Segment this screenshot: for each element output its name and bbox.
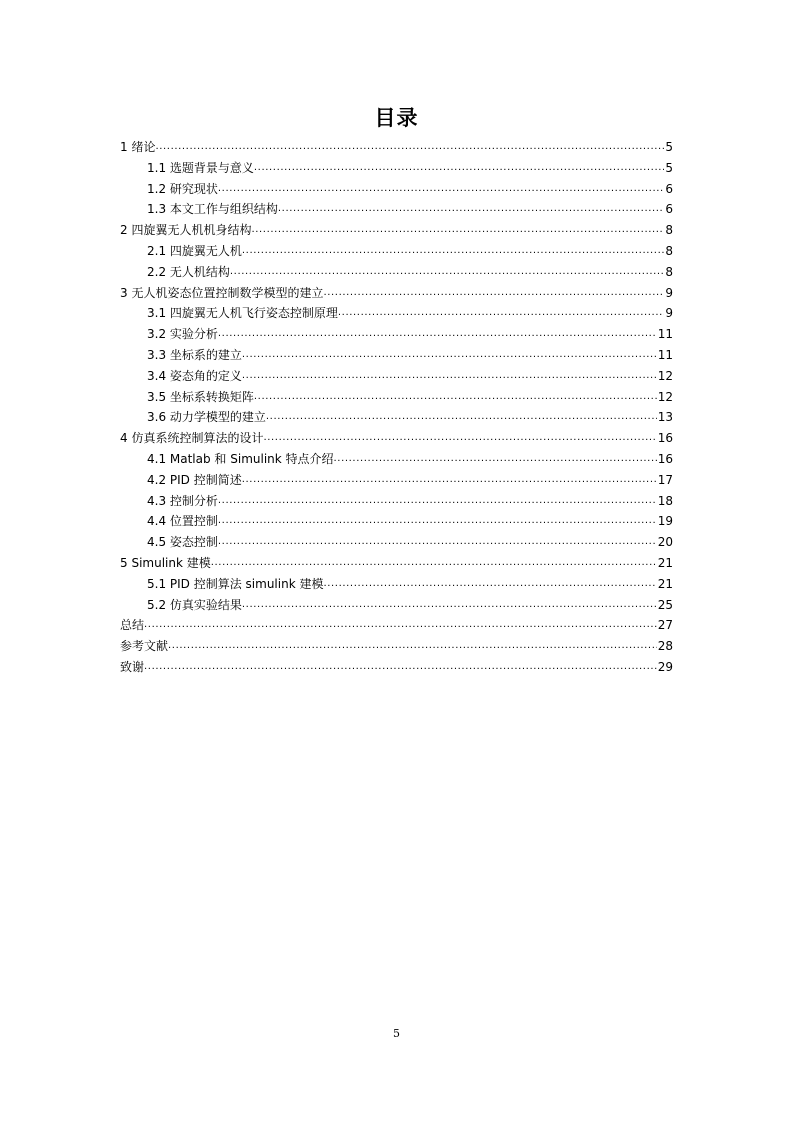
dot-leader <box>323 283 664 304</box>
toc-entry-title: 3 无人机姿态位置控制数学模型的建立 <box>120 285 324 300</box>
toc-entry-title: 4.4 位置控制 <box>147 514 218 529</box>
toc-entry[interactable] <box>120 220 673 241</box>
toc-entry-page-number: 17 <box>657 472 673 487</box>
toc-entry[interactable] <box>120 241 673 262</box>
toc-entry[interactable] <box>120 303 673 324</box>
dot-leader <box>168 636 657 657</box>
toc-entry-title: 4.1 Matlab 和 Simulink 特点介绍 <box>147 451 334 466</box>
toc-entry-title: 5.2 仿真实验结果 <box>147 597 242 612</box>
toc-entry-title: 1.1 选题背景与意义 <box>147 160 254 175</box>
toc-entry-title: 3.4 姿态角的定义 <box>147 368 242 383</box>
toc-entry-page-number: 11 <box>657 327 673 342</box>
toc-entry[interactable] <box>120 491 673 512</box>
toc-entry-title: 4 仿真系统控制算法的设计 <box>120 431 264 446</box>
toc-entry[interactable] <box>120 511 673 532</box>
dot-leader <box>218 324 657 345</box>
dot-leader <box>230 262 664 283</box>
toc-entry[interactable] <box>120 324 673 345</box>
toc-entry[interactable] <box>120 387 673 408</box>
toc-entry[interactable] <box>120 407 673 428</box>
dot-leader <box>338 303 664 324</box>
toc-entry[interactable] <box>120 636 673 657</box>
toc-entry-page-number: 29 <box>657 659 673 674</box>
toc-entry-title: 3.3 坐标系的建立 <box>147 347 242 362</box>
toc-entry-page-number: 9 <box>665 306 673 321</box>
toc-entry-title: 总结 <box>120 618 145 633</box>
dot-leader <box>266 407 657 428</box>
toc-entry[interactable] <box>120 615 673 636</box>
dot-leader <box>218 511 657 532</box>
toc-entry-page-number: 25 <box>657 597 673 612</box>
toc-entry[interactable] <box>120 574 673 595</box>
toc-entry-title: 参考文献 <box>120 639 169 654</box>
toc-entry[interactable] <box>120 345 673 366</box>
toc-entry-page-number: 19 <box>657 514 673 529</box>
toc-entry-page-number: 21 <box>657 576 673 591</box>
toc-entry[interactable] <box>120 179 673 200</box>
toc-entry-title: 1 绪论 <box>120 140 156 154</box>
toc-entry-page-number: 12 <box>657 368 673 383</box>
table-of-contents <box>120 137 673 678</box>
toc-entry[interactable] <box>120 595 673 616</box>
toc-entry-title: 3.1 四旋翼无人机飞行姿态控制原理 <box>147 306 338 321</box>
toc-entry[interactable] <box>120 262 673 283</box>
toc-entry-page-number: 6 <box>665 202 673 217</box>
dot-leader <box>254 387 657 408</box>
dot-leader <box>334 449 657 470</box>
dot-leader <box>211 553 657 574</box>
toc-entry[interactable] <box>120 158 673 179</box>
toc-entry[interactable] <box>120 199 673 220</box>
toc-entry-title: 致谢 <box>120 659 145 674</box>
toc-entry-title: 4.5 姿态控制 <box>147 535 218 550</box>
toc-entry[interactable] <box>120 428 673 449</box>
dot-leader <box>323 574 656 595</box>
toc-entry-title: 4.3 控制分析 <box>147 493 218 508</box>
toc-entry-title: 2.1 四旋翼无人机 <box>147 243 242 258</box>
toc-entry[interactable] <box>120 283 673 304</box>
toc-entry[interactable] <box>120 553 673 574</box>
dot-leader <box>254 158 664 179</box>
dot-leader <box>242 595 657 616</box>
toc-entry-page-number: 13 <box>657 410 673 425</box>
toc-entry[interactable] <box>120 657 673 678</box>
dot-leader <box>242 366 657 387</box>
toc-entry-page-number: 28 <box>657 639 673 654</box>
dot-leader <box>278 199 664 220</box>
toc-entry-page-number: 20 <box>657 535 673 550</box>
toc-entry-page-number: 12 <box>657 389 673 404</box>
toc-entry[interactable] <box>120 137 673 158</box>
toc-entry[interactable] <box>120 449 673 470</box>
dot-leader <box>263 428 656 449</box>
dot-leader <box>242 345 657 366</box>
page-title: 目录 <box>374 106 419 130</box>
toc-entry-page-number: 8 <box>665 264 673 279</box>
toc-entry-title: 3.6 动力学模型的建立 <box>147 410 266 425</box>
toc-entry-title: 2 四旋翼无人机机身结构 <box>120 223 252 238</box>
dot-leader <box>242 241 664 262</box>
toc-entry-title: 3.2 实验分析 <box>147 327 218 342</box>
toc-entry-page-number: 8 <box>665 223 673 238</box>
toc-entry-page-number: 11 <box>657 347 673 362</box>
toc-entry-page-number: 9 <box>665 285 673 300</box>
toc-entry[interactable] <box>120 532 673 553</box>
toc-entry-title: 5.1 PID 控制算法 simulink 建模 <box>147 576 324 591</box>
toc-entry-page-number: 27 <box>657 618 673 633</box>
page-number: 5 <box>393 1027 400 1040</box>
toc-entry-title: 5 Simulink 建模 <box>120 555 211 570</box>
dot-leader <box>218 179 664 200</box>
toc-entry-page-number: 21 <box>657 555 673 570</box>
dot-leader <box>144 615 657 636</box>
toc-entry-title: 3.5 坐标系转换矩阵 <box>147 389 254 404</box>
toc-entry-page-number: 6 <box>665 181 673 196</box>
toc-entry-page-number: 5 <box>665 140 673 154</box>
toc-entry-title: 2.2 无人机结构 <box>147 264 230 279</box>
toc-entry-page-number: 8 <box>665 243 673 258</box>
dot-leader <box>251 220 664 241</box>
toc-entry-page-number: 5 <box>665 160 673 175</box>
toc-entry-page-number: 18 <box>657 493 673 508</box>
dot-leader <box>155 137 664 158</box>
toc-entry-title: 1.2 研究现状 <box>147 181 218 196</box>
dot-leader <box>218 491 657 512</box>
dot-leader <box>242 470 657 491</box>
toc-entry[interactable] <box>120 366 673 387</box>
toc-entry-page-number: 16 <box>657 451 673 466</box>
toc-entry-page-number: 16 <box>657 431 673 446</box>
toc-entry-title: 1.3 本文工作与组织结构 <box>147 202 278 217</box>
dot-leader <box>218 532 657 553</box>
dot-leader <box>144 657 657 678</box>
toc-entry-title: 4.2 PID 控制简述 <box>147 472 242 487</box>
toc-entry[interactable] <box>120 470 673 491</box>
